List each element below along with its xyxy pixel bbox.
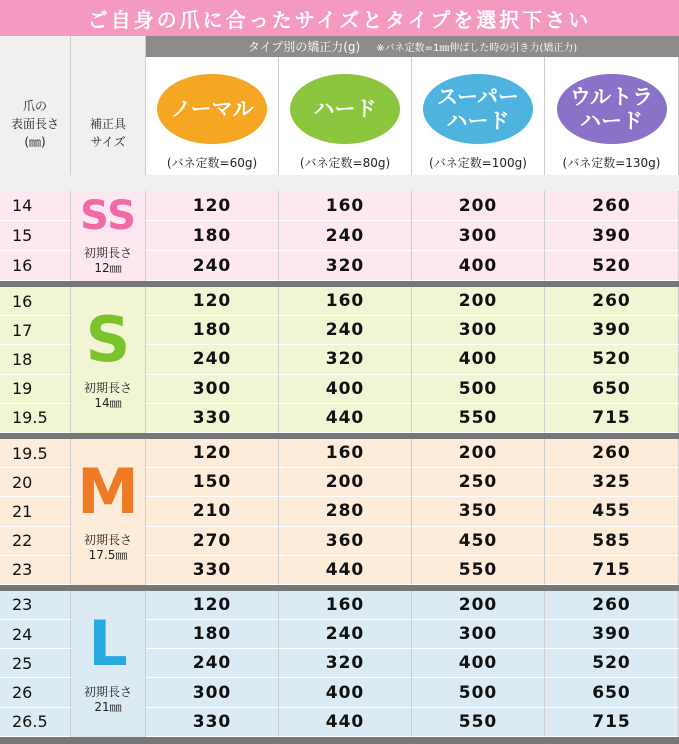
force-title: タイプ別の矯正力(g) xyxy=(247,40,361,54)
spring-constant: (バネ定数=130g) xyxy=(562,156,661,170)
initial-length-value: 12㎜ xyxy=(94,261,122,275)
force-value-cell: 455 xyxy=(545,497,679,526)
initial-length-label: 初期長さ xyxy=(83,380,132,395)
size-m-cell xyxy=(71,439,146,585)
nail-length-cell: 16 xyxy=(0,251,71,281)
size-letter: S xyxy=(85,302,131,376)
nail-length-cell: 14 xyxy=(0,191,71,221)
force-value-cell: 330 xyxy=(146,404,279,433)
header-blank xyxy=(71,36,146,57)
force-value-cell: 120 xyxy=(146,591,279,620)
nail-length-cell: 16 xyxy=(0,287,71,316)
nail-length-cell: 20 xyxy=(0,468,71,497)
force-value-cell: 520 xyxy=(545,649,679,678)
force-value-cell: 585 xyxy=(545,527,679,556)
force-value-cell: 300 xyxy=(412,316,545,345)
force-value-cell: 650 xyxy=(545,375,679,404)
group-divider xyxy=(0,737,679,744)
force-value-cell: 300 xyxy=(146,678,279,707)
spring-constant: (バネ定数=100g) xyxy=(429,156,527,170)
force-value-cell: 160 xyxy=(279,191,412,221)
force-value-cell: 400 xyxy=(412,251,545,281)
force-value-cell: 390 xyxy=(545,221,679,251)
force-value-cell: 400 xyxy=(412,345,545,374)
force-value-cell: 240 xyxy=(279,620,412,649)
force-value-cell: 120 xyxy=(146,191,279,221)
force-value-cell: 320 xyxy=(279,649,412,678)
force-value-cell: 550 xyxy=(412,404,545,433)
force-value-cell: 400 xyxy=(412,649,545,678)
size-letter: M xyxy=(77,454,139,528)
force-value-cell: 300 xyxy=(412,221,545,251)
nail-length-cell: 26.5 xyxy=(0,708,71,737)
force-value-cell: 240 xyxy=(146,251,279,281)
force-value-cell: 250 xyxy=(412,468,545,497)
initial-length-value: 21㎜ xyxy=(94,699,122,714)
force-value-cell: 650 xyxy=(545,678,679,707)
force-value-cell: 440 xyxy=(279,708,412,737)
force-value-cell: 450 xyxy=(412,527,545,556)
nail-length-cell: 19 xyxy=(0,375,71,404)
force-value-cell: 330 xyxy=(146,708,279,737)
initial-length-value: 17.5㎜ xyxy=(88,547,128,562)
force-value-cell: 160 xyxy=(279,439,412,468)
force-value-cell: 320 xyxy=(279,251,412,281)
force-value-cell: 300 xyxy=(412,620,545,649)
force-value-cell: 260 xyxy=(545,591,679,620)
force-value-cell: 330 xyxy=(146,556,279,585)
nail-length-header: 爪の 表面長さ (㎜) xyxy=(0,57,71,175)
force-value-cell: 715 xyxy=(545,556,679,585)
force-value-cell: 260 xyxy=(545,439,679,468)
type-badge: ハード xyxy=(290,74,400,144)
type-badge: スーパー ハード xyxy=(423,74,533,144)
force-value-cell: 320 xyxy=(279,345,412,374)
nail-length-cell: 22 xyxy=(0,527,71,556)
force-value-cell: 300 xyxy=(146,375,279,404)
force-value-cell: 440 xyxy=(279,556,412,585)
size-ss-cell xyxy=(71,191,146,281)
force-value-cell: 200 xyxy=(412,439,545,468)
type-badge: ウルトラ ハード xyxy=(557,74,667,144)
force-value-cell: 240 xyxy=(146,345,279,374)
type-header-hard xyxy=(279,57,412,175)
force-value-cell: 500 xyxy=(412,375,545,404)
force-value-cell: 180 xyxy=(146,620,279,649)
force-value-cell: 440 xyxy=(279,404,412,433)
force-note: ※バネ定数=1㎜伸ばした時の引き力(矯正力) xyxy=(376,43,578,54)
nail-length-cell: 24 xyxy=(0,620,71,649)
force-value-cell: 210 xyxy=(146,497,279,526)
force-value-cell: 240 xyxy=(279,316,412,345)
size-type-table xyxy=(0,36,679,732)
force-value-cell: 160 xyxy=(279,591,412,620)
nail-length-cell: 19.5 xyxy=(0,404,71,433)
type-header-super-hard xyxy=(412,57,545,175)
page-title-banner: ご自身の爪に合ったサイズとタイプを選択下さい xyxy=(0,0,679,36)
nail-length-cell: 17 xyxy=(0,316,71,345)
force-value-cell: 260 xyxy=(545,287,679,316)
spring-constant: (バネ定数=80g) xyxy=(299,156,391,170)
force-value-cell: 120 xyxy=(146,287,279,316)
force-value-cell: 715 xyxy=(545,708,679,737)
force-value-cell: 550 xyxy=(412,708,545,737)
force-value-cell: 400 xyxy=(279,678,412,707)
force-value-cell: 240 xyxy=(279,221,412,251)
force-value-cell: 200 xyxy=(412,591,545,620)
initial-length-label: 初期長さ xyxy=(83,532,132,547)
force-value-cell: 160 xyxy=(279,287,412,316)
force-value-cell: 240 xyxy=(146,649,279,678)
nail-length-cell: 23 xyxy=(0,591,71,620)
force-value-cell: 270 xyxy=(146,527,279,556)
type-header-ultra-hard xyxy=(545,57,679,175)
nail-length-cell: 26 xyxy=(0,678,71,707)
force-value-cell: 260 xyxy=(545,191,679,221)
force-value-cell: 180 xyxy=(146,316,279,345)
force-header xyxy=(146,36,679,57)
size-s-cell xyxy=(71,287,146,433)
force-value-cell: 180 xyxy=(146,221,279,251)
nail-length-cell: 25 xyxy=(0,649,71,678)
force-value-cell: 390 xyxy=(545,620,679,649)
force-value-cell: 200 xyxy=(279,468,412,497)
header-blank xyxy=(0,36,71,57)
force-value-cell: 550 xyxy=(412,556,545,585)
spring-constant: (バネ定数=60g) xyxy=(166,156,258,170)
initial-length-value: 14㎜ xyxy=(94,395,122,410)
header-divider xyxy=(0,175,679,191)
force-value-cell: 520 xyxy=(545,345,679,374)
force-value-cell: 200 xyxy=(412,287,545,316)
nail-length-cell: 23 xyxy=(0,556,71,585)
force-value-cell: 150 xyxy=(146,468,279,497)
force-value-cell: 325 xyxy=(545,468,679,497)
initial-length-label: 初期長さ xyxy=(83,246,132,260)
force-value-cell: 715 xyxy=(545,404,679,433)
force-value-cell: 120 xyxy=(146,439,279,468)
force-value-cell: 520 xyxy=(545,251,679,281)
type-badge: ノーマル xyxy=(157,74,267,144)
force-value-cell: 400 xyxy=(279,375,412,404)
nail-length-cell: 19.5 xyxy=(0,439,71,468)
force-value-cell: 360 xyxy=(279,527,412,556)
force-value-cell: 350 xyxy=(412,497,545,526)
size-letter: L xyxy=(88,606,128,680)
force-value-cell: 200 xyxy=(412,191,545,221)
nail-length-cell: 18 xyxy=(0,345,71,374)
force-value-cell: 500 xyxy=(412,678,545,707)
size-letter: SS xyxy=(80,193,136,239)
brace-size-header: 補正具 サイズ xyxy=(71,57,146,175)
initial-length-label: 初期長さ xyxy=(83,684,132,699)
size-l-cell xyxy=(71,591,146,737)
nail-length-cell: 15 xyxy=(0,221,71,251)
nail-length-cell: 21 xyxy=(0,497,71,526)
type-header-normal xyxy=(146,57,279,175)
force-value-cell: 390 xyxy=(545,316,679,345)
force-value-cell: 280 xyxy=(279,497,412,526)
